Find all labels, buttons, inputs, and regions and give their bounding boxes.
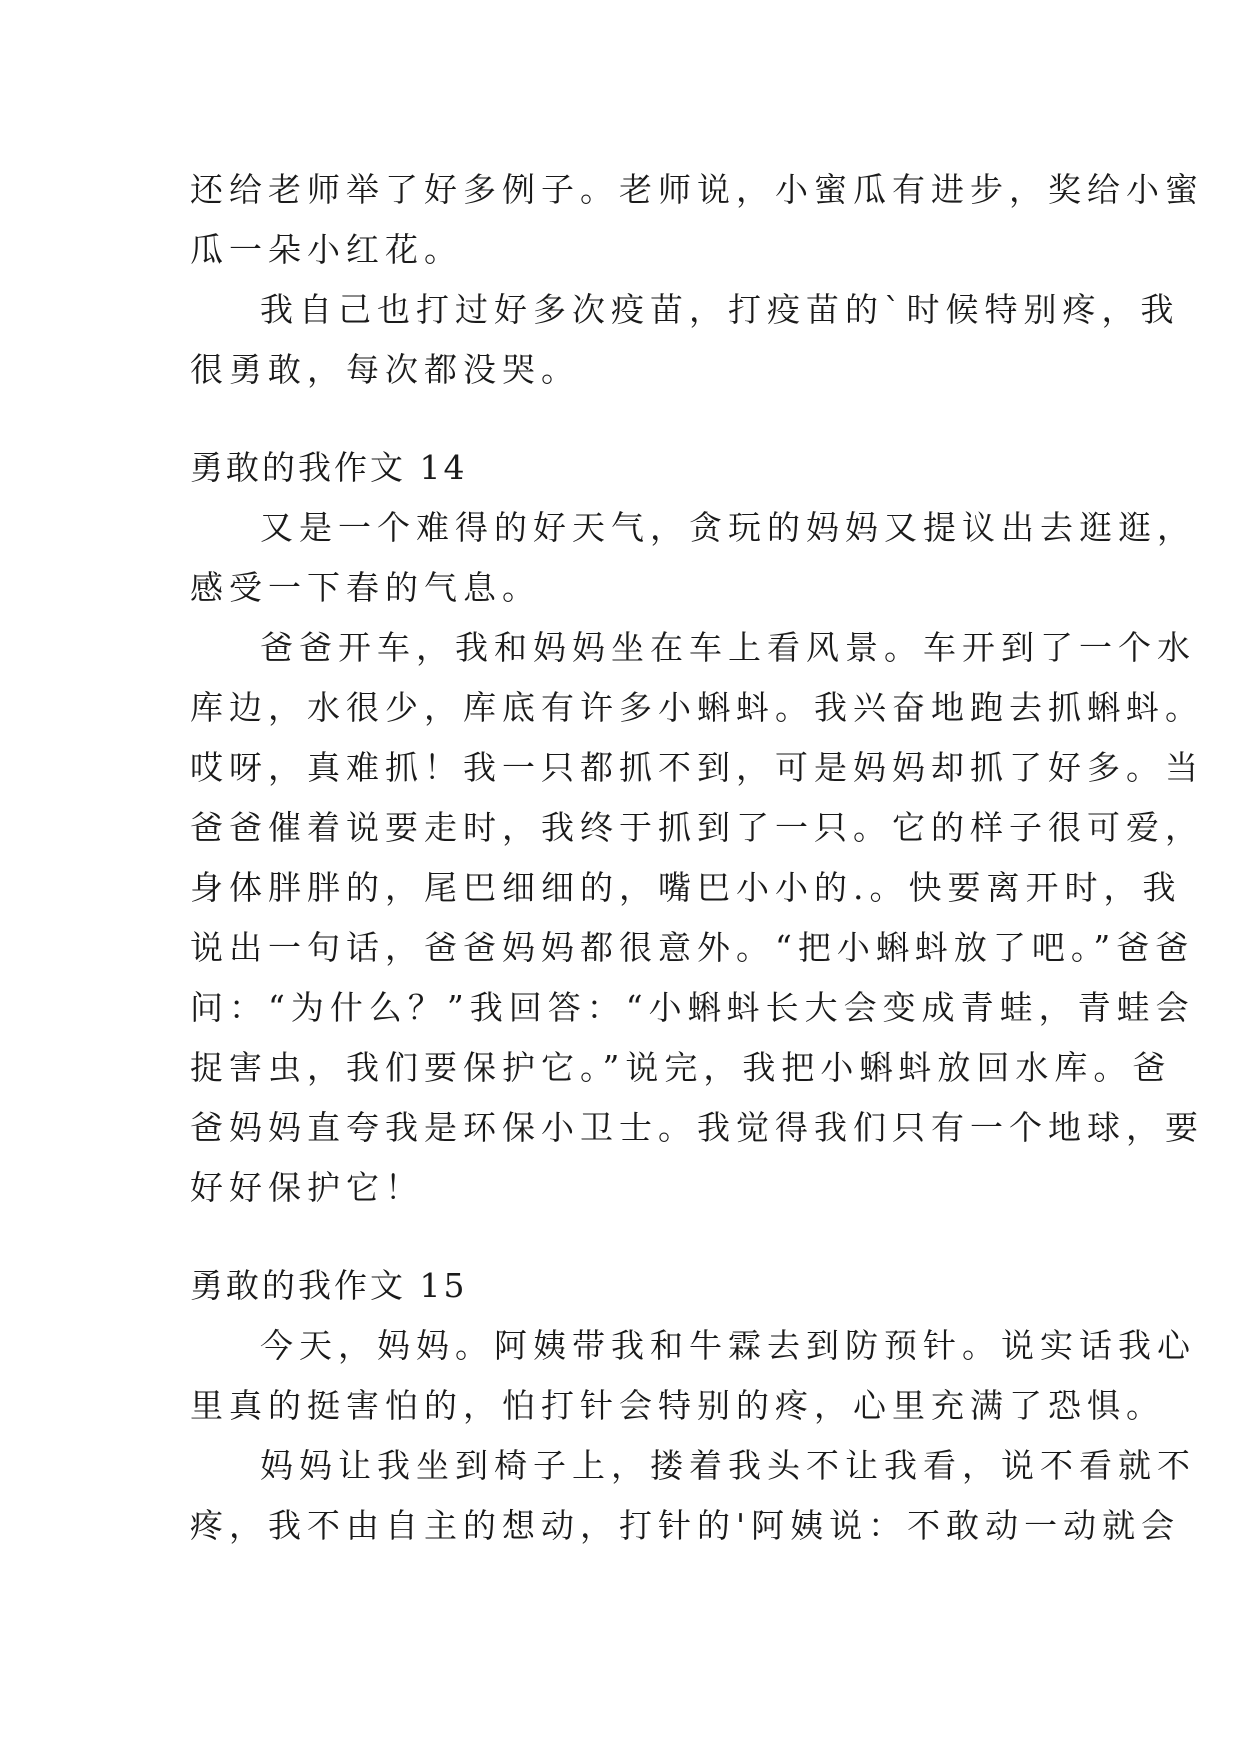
paragraph-line: 问：“为什么？”我回答：“小蝌蚪长大会变成青蛙，青蛙会 (190, 988, 1195, 1027)
paragraph-line: 好好保护它！ (190, 1168, 424, 1207)
document-body (190, 160, 1204, 1556)
paragraph-line: 库边，水很少，库底有许多小蝌蚪。我兴奋地跑去抓蝌蚪。 (190, 688, 1204, 727)
paragraph-line: 还给老师举了好多例子。老师说，小蜜瓜有进步，奖给小蜜 (190, 170, 1204, 209)
paragraph-line: 今天，妈妈。阿姨带我和牛霖去到防预针。说实话我心 (260, 1326, 1196, 1365)
paragraph-line: 感受一下春的气息。 (190, 568, 541, 607)
paragraph-line: 捉害虫，我们要保护它。”说完，我把小蝌蚪放回水库。爸 (190, 1048, 1172, 1087)
paragraph-line: 我自己也打过好多次疫苗，打疫苗的`时候特别疼，我 (260, 290, 1180, 329)
paragraph-line: 又是一个难得的好天气，贪玩的妈妈又提议出去逛逛， (260, 508, 1196, 547)
paragraph-line: 哎呀，真难抓！我一只都抓不到，可是妈妈却抓了好多。当 (190, 748, 1204, 787)
paragraph-line: 很勇敢，每次都没哭。 (190, 350, 580, 389)
paragraph-line: 说出一句话，爸爸妈妈都很意外。“把小蝌蚪放了吧。”爸爸 (190, 928, 1195, 967)
paragraph-line: 瓜一朵小红花。 (190, 230, 463, 269)
paragraph-line: 身体胖胖的，尾巴细细的，嘴巴小小的.。快要离开时，我 (190, 868, 1182, 907)
paragraph-line: 疼，我不由自主的想动，打针的'阿姨说：不敢动一动就会 (190, 1506, 1181, 1545)
paragraph-line: 爸爸催着说要走时，我终于抓到了一只。它的样子很可爱， (190, 808, 1204, 847)
section-spacer (190, 1218, 1080, 1256)
paragraph-line: 里真的挺害怕的，怕打针会特别的疼，心里充满了恐惧。 (190, 1386, 1165, 1425)
essay-heading: 勇敢的我作文 15 (190, 1266, 468, 1305)
paragraph-line: 爸爸开车，我和妈妈坐在车上看风景。车开到了一个水 (260, 628, 1196, 667)
paragraph-line: 爸妈妈直夸我是环保小卫士。我觉得我们只有一个地球，要 (190, 1108, 1204, 1147)
section-spacer (190, 400, 1080, 438)
paragraph-line: 妈妈让我坐到椅子上，搂着我头不让我看，说不看就不 (260, 1446, 1196, 1485)
essay-heading: 勇敢的我作文 14 (190, 448, 468, 487)
